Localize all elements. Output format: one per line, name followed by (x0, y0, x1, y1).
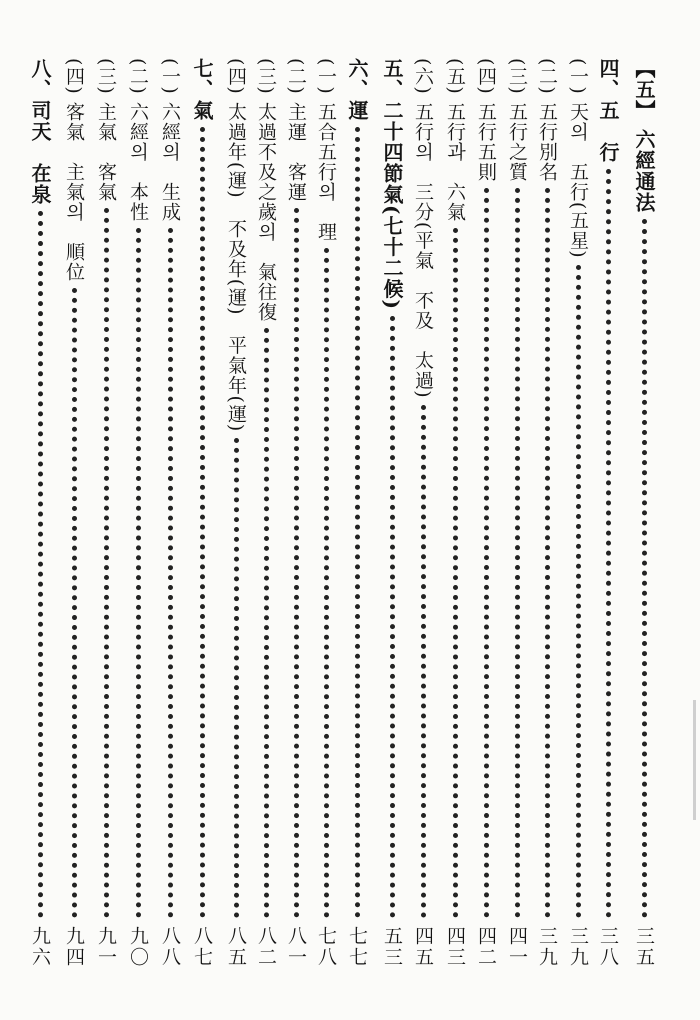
toc-entry-title: (二) 五行別名 (536, 58, 558, 182)
toc-entry-page: 七七 (346, 926, 368, 968)
toc-entry-title: (六) 五行의 三分(平氣 不及 太過) (412, 58, 434, 399)
toc-entry-page: 五三 (381, 926, 403, 968)
toc-entry-18 (62, 58, 86, 968)
toc-entry-title: (二) 六經의 本性 (127, 58, 149, 222)
toc-entry-page: 三九 (567, 926, 589, 968)
toc-entry-11 (284, 58, 308, 968)
toc-entry-title: 四、五 行 (596, 58, 620, 163)
toc-entry-title: (二) 主運 客運 (285, 58, 307, 202)
dot-leader (390, 316, 395, 918)
dot-leader (72, 288, 77, 918)
toc-entry-page: 三八 (597, 926, 619, 968)
toc-entry-title: (一) 五合五行의 理 (315, 58, 337, 242)
dot-leader (421, 405, 426, 918)
toc-entry-12 (254, 58, 278, 968)
dot-leader (545, 188, 550, 918)
dot-leader (104, 208, 109, 918)
dot-leader (484, 188, 489, 918)
toc-entry-title: (四) 客氣 主氣의 順位 (63, 58, 85, 282)
toc-entry-page: 八七 (191, 926, 213, 968)
toc-entry-6 (443, 58, 467, 968)
toc-entry-page: 八一 (285, 926, 307, 968)
dot-leader (324, 248, 329, 918)
toc-entry-title: 【五】 六經通法 (632, 58, 656, 213)
toc-entry-2 (566, 58, 590, 968)
toc-entry-1 (596, 58, 620, 968)
toc-entry-title: (三) 五行之質 (506, 58, 528, 182)
toc-entry-14 (190, 58, 214, 968)
toc-entry-13 (224, 58, 248, 968)
toc-entry-page: 七八 (315, 926, 337, 968)
toc-entry-4 (505, 58, 529, 968)
dot-leader (294, 208, 299, 918)
toc-entry-3 (535, 58, 559, 968)
toc-entry-page: 四三 (444, 926, 466, 968)
dot-leader (642, 219, 647, 918)
toc-entry-16 (126, 58, 150, 968)
dot-leader (355, 127, 360, 918)
scan-edge-mark (693, 700, 696, 820)
toc-entry-17 (94, 58, 118, 968)
toc-entry-page: 九〇 (127, 926, 149, 968)
dot-leader (168, 228, 173, 918)
toc-entry-9 (345, 58, 369, 968)
toc-entry-page: 九一 (95, 926, 117, 968)
toc-entry-19 (28, 58, 52, 968)
toc-entry-page: 九四 (63, 926, 85, 968)
toc-entry-title: 八、司天 在泉 (28, 58, 52, 205)
toc-entry-title: 六、運 (345, 58, 369, 121)
toc-entry-title: 五、二十四節氣(七十二候) (380, 58, 404, 310)
dot-leader (515, 188, 520, 918)
toc-entry-page: 八八 (159, 926, 181, 968)
toc-entry-5 (474, 58, 498, 968)
toc-entry-7 (411, 58, 435, 968)
dot-leader (200, 127, 205, 918)
toc-entry-title: (四) 五行五則 (475, 58, 497, 182)
dot-leader (38, 211, 43, 918)
toc-entry-page: 三五 (633, 926, 655, 968)
toc-entry-title: (三) 主氣 客氣 (95, 58, 117, 202)
toc-entry-title: (五) 五行과 六氣 (444, 58, 466, 222)
dot-leader (606, 169, 611, 918)
toc-entry-8 (380, 58, 404, 968)
toc-entry-page: 四五 (412, 926, 434, 968)
toc-entry-page: 三九 (536, 926, 558, 968)
toc-entry-0 (632, 58, 656, 968)
toc-entry-page: 四一 (506, 926, 528, 968)
toc-entry-page: 四二 (475, 926, 497, 968)
dot-leader (264, 328, 269, 918)
toc-entry-title: (一) 天의 五行(五星) (567, 58, 589, 259)
toc-entry-15 (158, 58, 182, 968)
toc-entry-title: (一) 六經의 生成 (159, 58, 181, 222)
toc-entry-title: 七、氣 (190, 58, 214, 121)
toc-entry-page: 九六 (29, 926, 51, 968)
dot-leader (234, 438, 239, 918)
dot-leader (136, 228, 141, 918)
toc-entry-10 (314, 58, 338, 968)
dot-leader (576, 265, 581, 918)
toc-entry-title: (三) 太過不及之歲의 氣往復 (255, 58, 277, 322)
toc-entry-page: 八五 (225, 926, 247, 968)
dot-leader (453, 228, 458, 918)
toc-entry-title: (四) 太過年(運) 不及年(運) 平氣年(運) (225, 58, 247, 433)
toc-entry-page: 八二 (255, 926, 277, 968)
